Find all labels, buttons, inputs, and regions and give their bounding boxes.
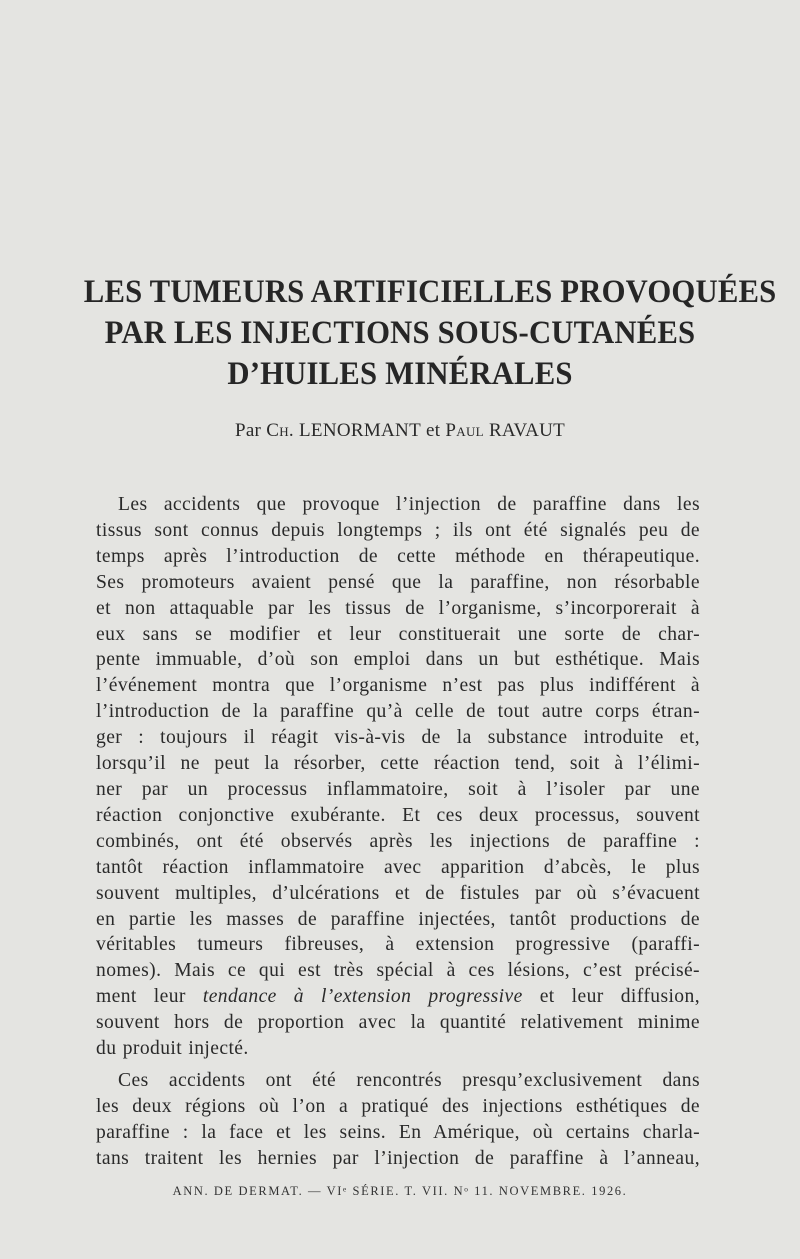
title-line: D’HUILES MINÉRALES bbox=[227, 356, 573, 392]
journal-footer: ANN. DE DERMAT. — VIᵉ SÉRIE. T. VII. Nᵒ 11. NOVEMBRE. 1926. bbox=[172, 1184, 628, 1198]
text-line: Les accidents que provoque l’injection de paraffine dans les bbox=[118, 494, 700, 515]
author-1: Ch. LENORMANT bbox=[266, 420, 421, 441]
article-title bbox=[83, 272, 777, 395]
text-line: tans traitent les hernies par l’injection de paraffine à l’anneau, bbox=[96, 1147, 700, 1169]
text-line: ger : toujours il réagit vis-à-vis de la substance introduite et, bbox=[96, 727, 700, 749]
text-line: pente immuable, d’où son emploi dans un but esthétique. Mais bbox=[96, 649, 700, 671]
byline bbox=[60, 420, 740, 442]
paragraph-2 bbox=[96, 1068, 700, 1172]
text-line: et non attaquable par les tissus de l’organisme, s’incorporerait à bbox=[96, 597, 700, 619]
text-line: du produit injecté. bbox=[96, 1038, 249, 1060]
article-body bbox=[96, 492, 700, 1172]
text-line: ner par un processus inflammatoire, soit à l’isoler par une bbox=[96, 778, 700, 800]
italic-phrase: tendance à l’extension progressive bbox=[202, 986, 523, 1008]
text-segment: ment leur bbox=[96, 986, 203, 1008]
text-line: Ces accidents ont été rencontrés presqu’exclusivement dans bbox=[118, 1069, 700, 1091]
paragraph-1 bbox=[96, 492, 700, 1062]
text-line: temps après l’introduction de cette méthode en thérapeutique. bbox=[96, 545, 700, 567]
text-line-italic bbox=[96, 984, 700, 1010]
text-line: lorsqu’il ne peut la résorber, cette réaction tend, soit à l’élimi- bbox=[96, 753, 700, 775]
title-line: LES TUMEURS ARTIFICIELLES PROVOQUÉES bbox=[83, 274, 777, 310]
text-line: les deux régions où l’on a pratiqué des injections esthétiques de bbox=[96, 1095, 700, 1117]
text-line: véritables tumeurs fibreuses, à extension progressive (paraffi- bbox=[96, 934, 700, 956]
text-line: tantôt réaction inflammatoire avec apparition d’abcès, le plus bbox=[96, 856, 700, 878]
text-line: en partie les masses de paraffine injectées, tantôt productions de bbox=[96, 908, 700, 930]
text-line: souvent hors de proportion avec la quantité relativement minime bbox=[96, 1012, 700, 1034]
text-line: l’événement montra que l’organisme n’est pas plus indifférent à bbox=[96, 675, 700, 697]
text-line: paraffine : la face et les seins. En Amérique, où certains charla- bbox=[96, 1121, 700, 1143]
text-line: nomes). Mais ce qui est très spécial à ces lésions, c’est précisé- bbox=[96, 960, 700, 982]
text-segment: et leur diffusion, bbox=[522, 986, 700, 1008]
text-line: combinés, ont été observés après les injections de paraffine : bbox=[96, 830, 700, 852]
byline-par: Par bbox=[234, 420, 262, 441]
text-line: eux sans se modifier et leur constituerait une sorte de char- bbox=[96, 623, 700, 645]
author-2: Paul RAVAUT bbox=[445, 420, 566, 441]
text-line: souvent multiples, d’ulcérations et de fistules par où s’évacuent bbox=[96, 882, 700, 904]
text-line: l’introduction de la paraffine qu’à celle de tout autre corps étran- bbox=[96, 701, 700, 723]
byline-et: et bbox=[426, 420, 441, 441]
text-line: réaction conjonctive exubérante. Et ces deux processus, souvent bbox=[96, 804, 700, 826]
text-line: Ses promoteurs avaient pensé que la paraffine, non résorbable bbox=[96, 571, 700, 593]
text-line: tissus sont connus depuis longtemps ; ils ont été signalés peu de bbox=[96, 519, 700, 541]
title-line: PAR LES INJECTIONS SOUS-CUTANÉES bbox=[104, 315, 696, 351]
